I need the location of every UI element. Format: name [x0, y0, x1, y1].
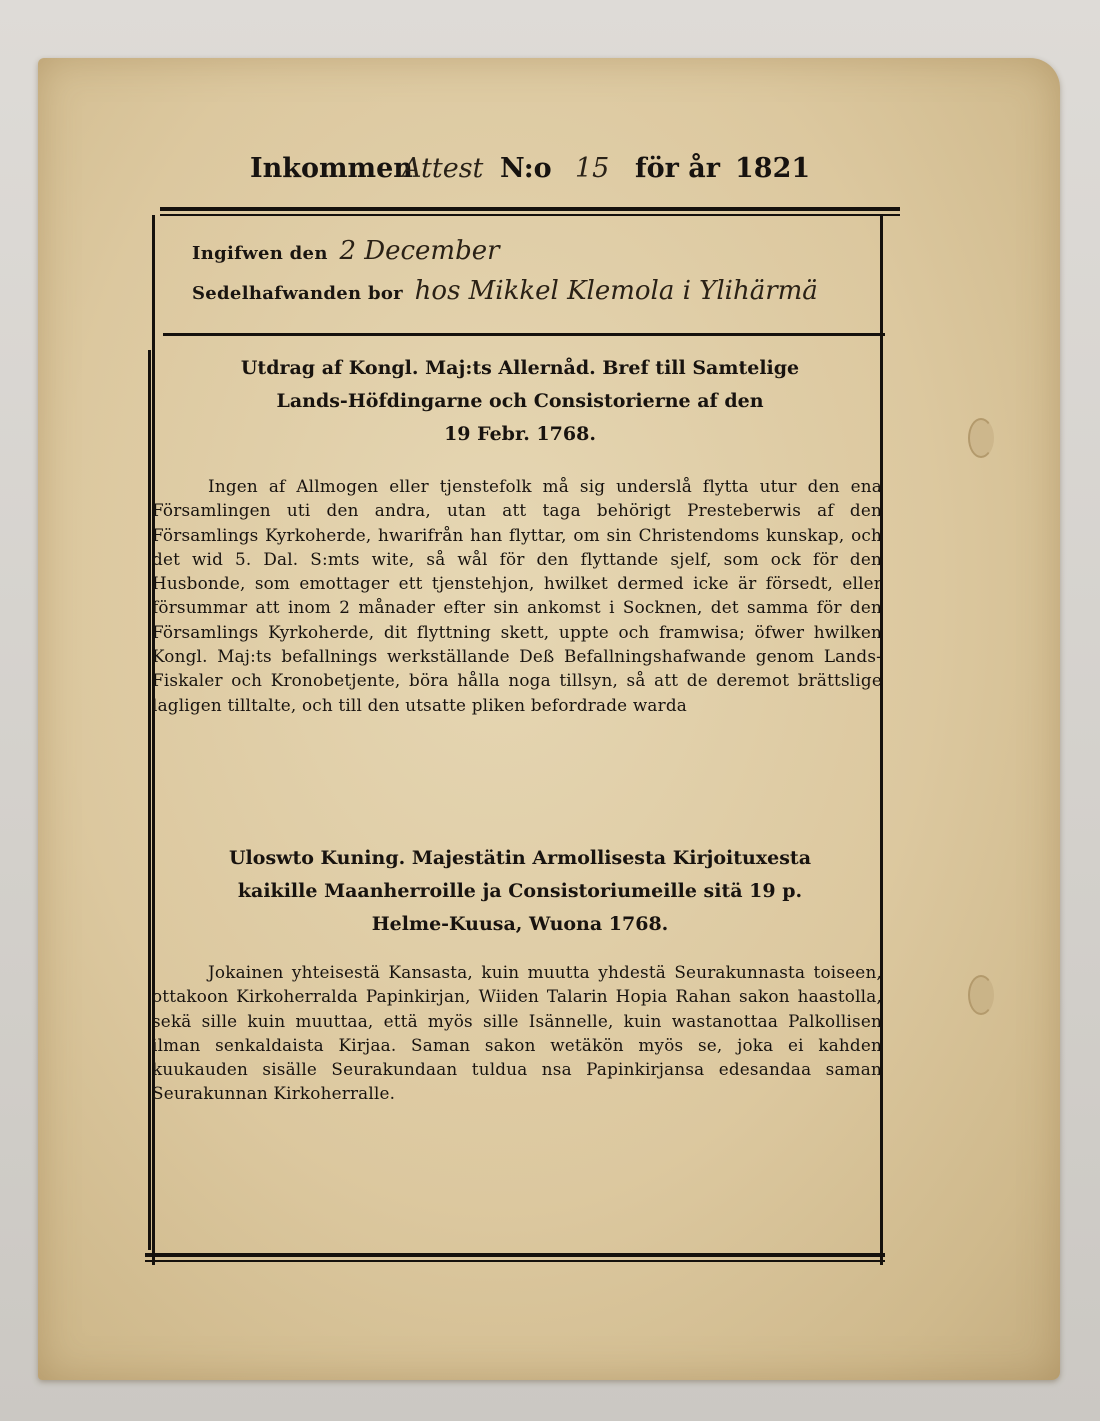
border-rule-top-thin [160, 214, 900, 216]
bearer-residence-field [192, 276, 818, 312]
submitted-label: Ingifwen den [192, 243, 328, 264]
border-rule-bottom [145, 1253, 885, 1257]
finnish-title-line: Uloswto Kuning. Majestätin Armollisesta Kirjoituxesta [228, 847, 812, 869]
punch-hole [968, 975, 994, 1015]
heading-printed-prefix: Inkommen [250, 153, 413, 184]
finnish-section-body: Jokainen yhteisestä Kansasta, kuin muutta yhdestä Seurakunnasta toiseen, ottakoon Kirkoherralda Papinkirjan, Wiiden Talarin Hopia Rahan sakon haastolla, sekä sille kuin muuttaa, että myös sille Isännelle, kuin wastanottaa Palkollisen ilman senkaldaista Kirjaa. Saman sakon wetäkön myös se, joka ei kahden kuukauden sisälle Seurakundaan tuldua nsa Papinkirjansa edesandaa saman Seurakunnan Kirkoherralle. [152, 962, 882, 1104]
section-divider-rule [163, 333, 885, 336]
border-rule-top [160, 207, 900, 211]
swedish-title-line: 19 Febr. 1768. [444, 423, 596, 445]
heading-year-label: för år [635, 153, 720, 184]
swedish-title-line: Utdrag af Kongl. Maj:ts Allernåd. Bref till Samtelige [240, 357, 800, 379]
bearer-value: hos Mikkel Klemola i Ylihärmä [414, 276, 818, 306]
finnish-title-line: Helme-Kuusa, Wuona 1768. [371, 913, 669, 935]
punch-hole [968, 418, 994, 458]
border-rule-right [880, 215, 883, 1265]
submitted-value: 2 December [339, 236, 500, 266]
bearer-label: Sedelhafwanden bor [192, 283, 403, 304]
finnish-title-line: kaikille Maanherroille ja Consistoriumeille sitä 19 p. [237, 880, 803, 902]
border-rule-left [152, 215, 155, 1265]
submitted-date-field [192, 236, 500, 272]
heading-handwritten-word: Attest [402, 153, 484, 184]
finnish-section-title [190, 842, 850, 941]
heading-number-label: N:o [500, 153, 552, 184]
border-rule-bottom-thin [145, 1260, 885, 1262]
border-rule-inner-left [148, 350, 151, 1250]
swedish-title-line: Lands-Höfdingarne och Consistorierne af den [276, 390, 764, 412]
heading-handwritten-number: 15 [575, 153, 610, 184]
swedish-section-title [190, 352, 850, 451]
heading-year: 1821 [735, 153, 811, 184]
swedish-section-body: Ingen af Allmogen eller tjenstefolk må sig underslå flytta utur den ena Församlingen uti den andra, utan att taga behörigt Presteberwis af den Församlings Kyrkoherde, hwarifrån han flyttar, om sin Christendoms kunskap, och det wid 5. Dal. S:mts wite, så wål för den flyttande sjelf, som ock för den Husbonde, som emottager ett tjenstehjon, hwilket dermed icke är försedt, eller försummar att inom 2 månader efter sin ankomst i Socknen, det samma för den Församlings Kyrkoherde, dit flyttning skett, uppte och framwisa; öfwer hwilken Kongl. Maj:ts befallnings werkställande Deß Befallningshafwande genom Lands-Fiskaler och Kronobetjente, böra hålla noga tillsyn, så att de deremot brättslige lagligen tilltalte, och till den utsatte pliken befordrade warda [152, 476, 882, 715]
document-heading [250, 145, 870, 193]
